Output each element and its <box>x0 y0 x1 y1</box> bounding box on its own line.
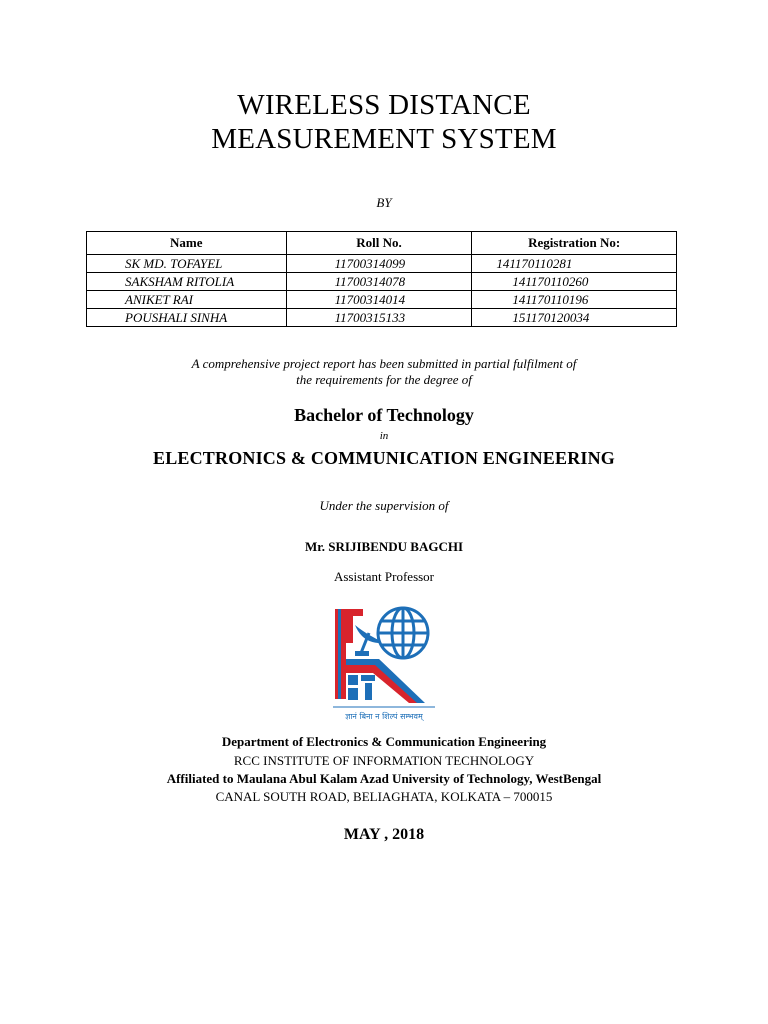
report-title <box>0 88 768 156</box>
intro-line-1: A comprehensive project report has been submitted in partial fulfilment of <box>191 356 577 371</box>
table-row <box>87 255 677 273</box>
student-name: ANIKET RAI <box>87 291 287 309</box>
globe-icon <box>378 608 428 658</box>
roll-number: 11700314099 <box>286 255 472 273</box>
student-name: SK MD. TOFAYEL <box>87 255 287 273</box>
supervisor-name: Mr. SRIJIBENDU BAGCHI <box>304 539 464 554</box>
institute-logo <box>333 603 435 723</box>
table-row <box>87 309 677 327</box>
title-line-2: MEASUREMENT SYSTEM <box>211 123 557 155</box>
registration-number: 141170110260 <box>472 273 677 291</box>
logo-it-blocks <box>348 675 375 700</box>
registration-number: 151170120034 <box>472 309 677 327</box>
table-row <box>87 273 677 291</box>
roll-number: 11700315133 <box>286 309 472 327</box>
student-name: POUSHALI SINHA <box>87 309 287 327</box>
branch-name: ELECTRONICS & COMMUNICATION ENGINEERING <box>152 448 615 468</box>
roll-number: 11700314078 <box>286 273 472 291</box>
registration-number: 141170110281 <box>472 255 677 273</box>
in-label: in <box>379 430 389 442</box>
table-row <box>87 291 677 309</box>
department-name: Department of Electronics & Communication Engineering <box>221 734 547 749</box>
student-name: SAKSHAM RITOLIA <box>87 273 287 291</box>
affiliation: Affiliated to Maulana Abul Kalam Azad University of Technology, WestBengal <box>166 771 602 786</box>
supervisor-title: Assistant Professor <box>333 569 435 584</box>
logo-blue-stripe <box>338 609 341 699</box>
logo-red-bracket <box>346 609 363 643</box>
institute-name: RCC INSTITUTE OF INFORMATION TECHNOLOGY <box>233 753 535 768</box>
table-header-row <box>87 232 677 255</box>
intro-line-2: the requirements for the degree of <box>296 372 472 387</box>
header-name: Name <box>87 232 287 255</box>
roll-number: 11700314014 <box>286 291 472 309</box>
student-table <box>86 231 677 327</box>
title-line-1: WIRELESS DISTANCE <box>237 89 531 121</box>
header-roll: Roll No. <box>286 232 472 255</box>
header-registration: Registration No: <box>472 232 677 255</box>
supervision-label: Under the supervision of <box>319 498 449 513</box>
registration-number: 141170110196 <box>472 291 677 309</box>
submission-statement <box>0 356 768 388</box>
logo-motto: ज्ञानं बिना न शिल्पं सम्भवम् <box>345 712 423 721</box>
by-label: BY <box>376 195 392 210</box>
degree-name: Bachelor of Technology <box>294 405 474 425</box>
address: CANAL SOUTH ROAD, BELIAGHATA, KOLKATA – 700015 <box>215 789 553 804</box>
submission-date: MAY , 2018 <box>343 826 425 843</box>
